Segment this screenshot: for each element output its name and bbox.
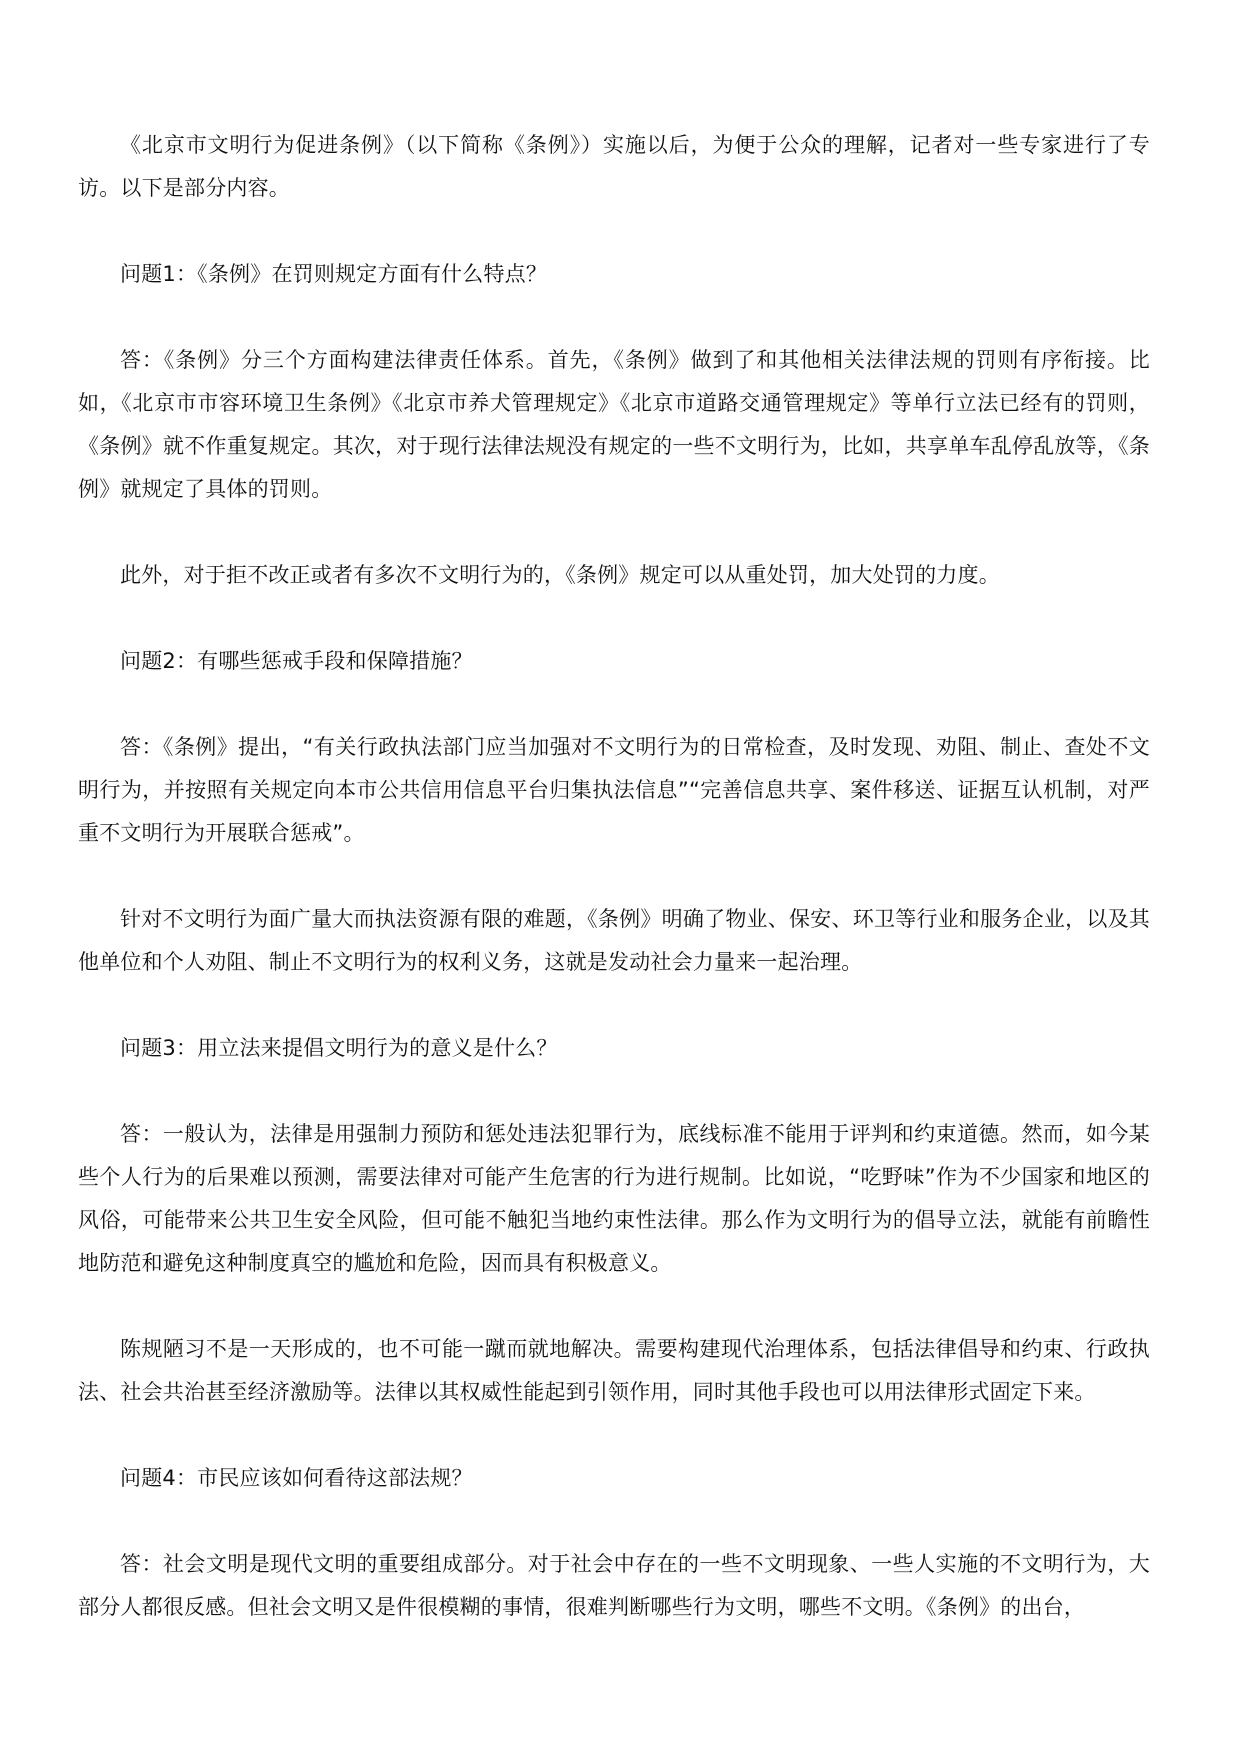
- question-4: 问题4：市民应该如何看待这部法规？: [120, 1466, 473, 1490]
- answer-2-paragraph: 答：《条例》提出，“有关行政执法部门应当加强对不文明行为的日常检查，及时发现、劝阻、制止、查处不文明行为，并按照有关规定向本市公共信用信息平台归集执法信息”“完善信息共享、案件移送、证据互认机制，对严重不文明行为开展联合惩戒”。: [78, 735, 1150, 845]
- question-2: 问题2：有哪些惩戒手段和保障措施？: [120, 649, 473, 673]
- answer-4-paragraph: 答：社会文明是现代文明的重要组成部分。对于社会中存在的一些不文明现象、一些人实施的不文明行为，大部分人都很反感。但社会文明又是件很模糊的事情，很难判断哪些行为文明，哪些不文明。《条例》的出台，: [78, 1552, 1150, 1619]
- answer-1-supplement: 此外，对于拒不改正或者有多次不文明行为的，《条例》规定可以从重处罚，加大处罚的力度。: [120, 563, 1000, 587]
- question-3: 问题3：用立法来提倡文明行为的意义是什么？: [120, 1036, 558, 1060]
- answer-1-paragraph: 答：《条例》分三个方面构建法律责任体系。首先，《条例》做到了和其他相关法律法规的罚则有序衔接。比如，《北京市市容环境卫生条例》《北京市养犬管理规定》《北京市道路交通管理规定》等单行立法已经有的罚则，《条例》就不作重复规定。其次，对于现行法律法规没有规定的一些不文明行为，比如，共享单车乱停乱放等，《条例》就规定了具体的罚则。: [78, 348, 1150, 501]
- answer-2-supplement: 针对不文明行为面广量大而执法资源有限的难题，《条例》明确了物业、保安、环卫等行业和服务企业，以及其他单位和个人劝阻、制止不文明行为的权利义务，这就是发动社会力量来一起治理。: [78, 907, 1150, 974]
- answer-3-supplement: 陈规陋习不是一天形成的，也不可能一蹴而就地解决。需要构建现代治理体系，包括法律倡导和约束、行政执法、社会共治甚至经济激励等。法律以其权威性能起到引领作用，同时其他手段也可以用法律形式固定下来。: [78, 1337, 1150, 1404]
- question-1: 问题1：《条例》在罚则规定方面有什么特点？: [120, 262, 548, 286]
- answer-3-paragraph: 答：一般认为，法律是用强制力预防和惩处违法犯罪行为，底线标准不能用于评判和约束道德。然而，如今某些个人行为的后果难以预测，需要法律对可能产生危害的行为进行规制。比如说，“吃野味”作为不少国家和地区的风俗，可能带来公共卫生安全风险，但可能不触犯当地约束性法律。那么作为文明行为的倡导立法，就能有前瞻性地防范和避免这种制度真空的尴尬和危险，因而具有积极意义。: [78, 1122, 1150, 1275]
- intro-paragraph: 《北京市文明行为促进条例》（以下简称《条例》）实施以后，为便于公众的理解，记者对一些专家进行了专访。以下是部分内容。: [78, 133, 1150, 200]
